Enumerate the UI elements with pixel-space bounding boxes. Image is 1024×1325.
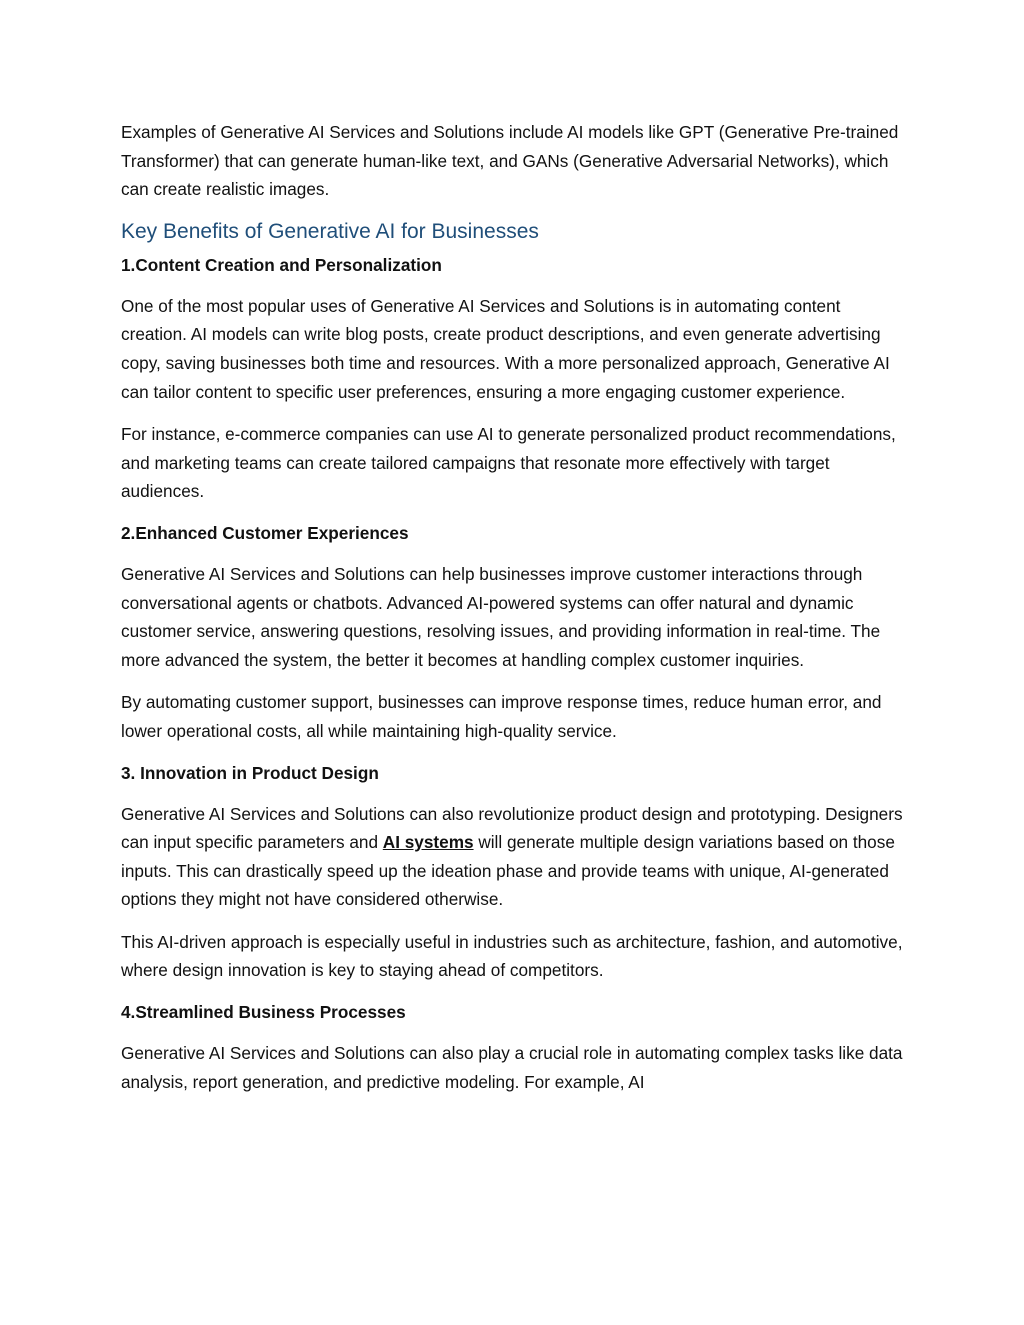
benefit-1-paragraph-1: One of the most popular uses of Generative AI Services and Solutions is in automating content creation. AI models can write blog posts, create product descriptions, and even generate advertising copy, saving businesses both time and resources. With a more personalized approach, Generative AI can tailor content to specific user preferences, ensuring a more engaging customer experience. — [121, 295, 890, 402]
benefit-1-paragraph-2: For instance, e-commerce companies can use AI to generate personalized product recommendations, and marketing teams can create tailored campaigns that resonate more effectively with target audiences. — [121, 424, 896, 502]
benefit-1-heading: 1.Content Creation and Personalization — [121, 254, 442, 275]
benefit-4-paragraph-1: Generative AI Services and Solutions can also play a crucial role in automating complex tasks like data analysis, report generation, and predictive modeling. For example, AI — [121, 1043, 903, 1092]
benefit-3-paragraph-1 — [121, 800, 911, 914]
intro-paragraph: Examples of Generative AI Services and Solutions include AI models like GPT (Generative Pre-trained Transformer) that can generate human-like text, and GANs (Generative Adversarial Networks), which can create realistic images. — [121, 122, 899, 200]
document-page — [121, 118, 911, 1110]
benefit-3-text-before-link: Generative AI Services and Solutions can also revolutionize product design and prototyping. Designers can input specific parameters and — [121, 803, 903, 853]
ai-systems-link[interactable]: AI systems — [382, 832, 474, 853]
benefit-4-heading: 4.Streamlined Business Processes — [121, 1002, 406, 1023]
benefit-3-heading: 3. Innovation in Product Design — [121, 762, 379, 783]
benefit-2-paragraph-2: By automating customer support, businesses can improve response times, reduce human error, and lower operational costs, all while maintaining high-quality service. — [121, 692, 882, 741]
benefit-3-text-after-link: will generate multiple design variations based on those inputs. This can drastically speed up the ideation phase and provide teams with unique, AI-generated options they might not have considered otherwise. — [121, 832, 895, 910]
section-heading: Key Benefits of Generative AI for Businesses — [121, 219, 539, 243]
benefit-2-paragraph-1: Generative AI Services and Solutions can help businesses improve customer interactions through conversational agents or chatbots. Advanced AI-powered systems can offer natural and dynamic customer service, answering questions, resolving issues, and providing information in real-time. The more advanced the system, the better it becomes at handling complex customer inquiries. — [121, 563, 881, 670]
benefit-3-paragraph-2: This AI-driven approach is especially useful in industries such as architecture, fashion, and automotive, where design innovation is key to staying ahead of competitors. — [121, 931, 903, 981]
benefit-2-heading: 2.Enhanced Customer Experiences — [121, 522, 409, 543]
